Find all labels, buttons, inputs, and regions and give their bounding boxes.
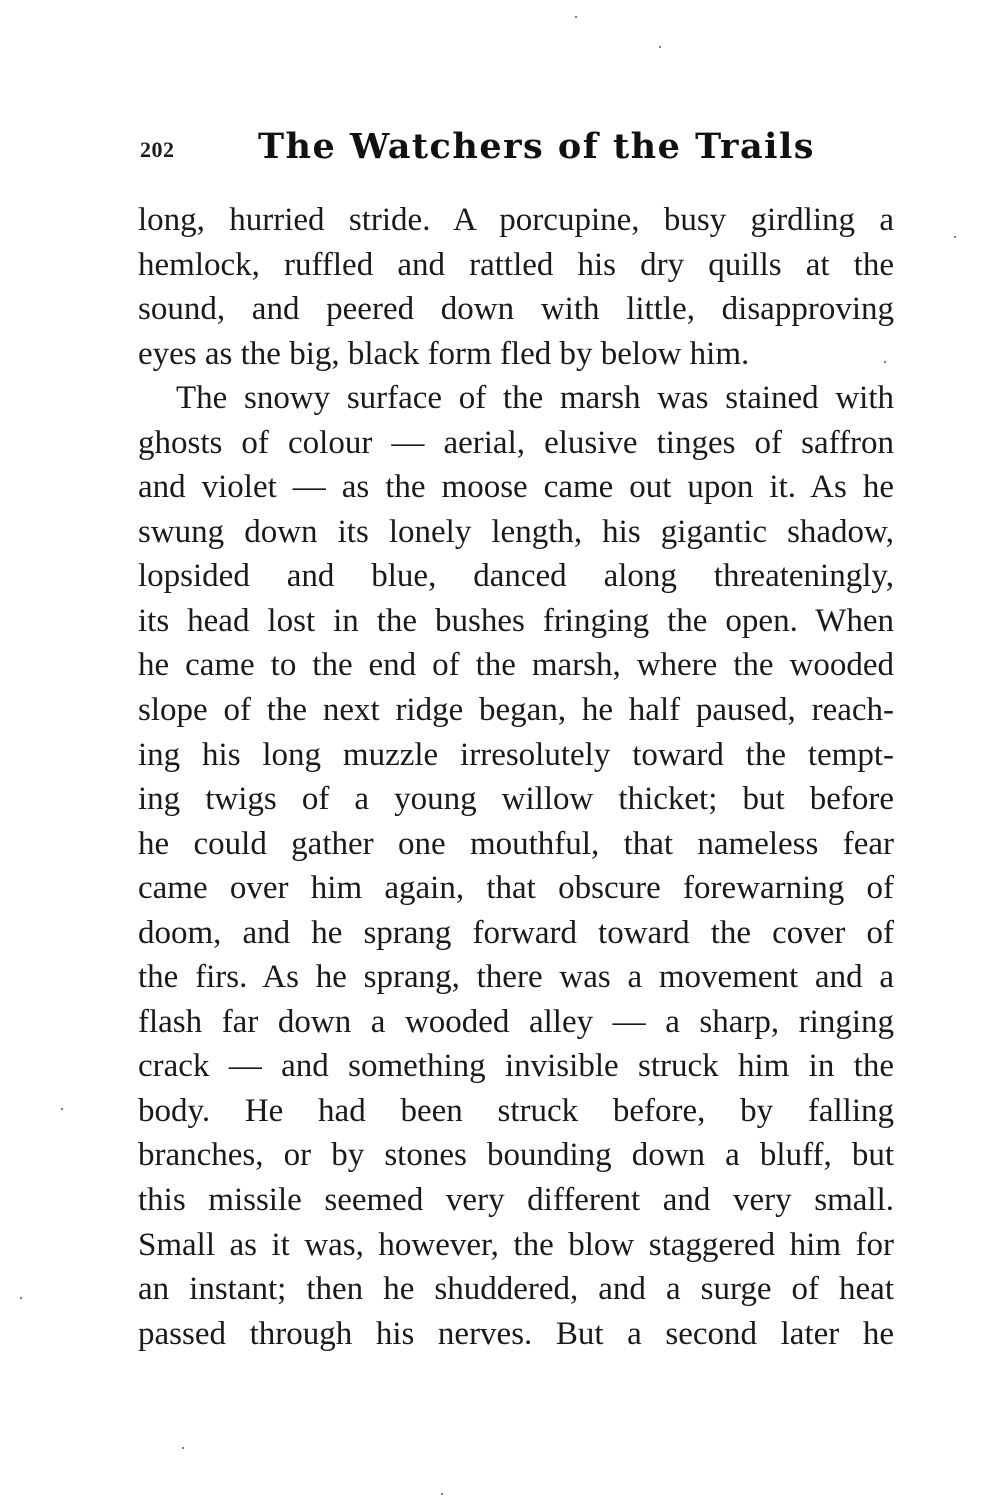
text-line: sound, and peered down with little, disapproving [138, 291, 894, 328]
text-line: eyes as the big, black form fled by below him. [138, 335, 750, 372]
running-title: The Watchers of the Trails [258, 126, 815, 167]
text-line: crack — and something invisible struck him in the [138, 1048, 894, 1085]
scan-speck [61, 1108, 63, 1110]
scan-speck [884, 361, 886, 363]
scan-speck [575, 16, 577, 18]
text-line: flash far down a wooded alley — a sharp, ringing [138, 1003, 894, 1040]
scan-speck [954, 236, 956, 238]
text-line: Small as it was, however, the blow staggered him for [138, 1226, 894, 1263]
text-line: and violet — as the moose came out upon it. As he [138, 469, 894, 506]
text-line: came over him again, that obscure forewarning of [138, 870, 894, 907]
text-line: branches, or by stones bounding down a bluff, but [138, 1137, 894, 1174]
text-line: long, hurried stride. A porcupine, busy girdling a [138, 202, 894, 238]
scan-speck [659, 46, 661, 48]
text-line: doom, and he sprang forward toward the cover of [138, 914, 894, 951]
body-text [138, 198, 894, 1356]
page-number: 202 [140, 137, 175, 162]
scan-speck [441, 1493, 443, 1495]
text-line: this missile seemed very different and very small. [138, 1182, 894, 1219]
scan-speck [20, 1297, 22, 1299]
text-line: passed through his nerves. But a second later he [138, 1315, 894, 1352]
text-line: slope of the next ridge began, he half paused, reach- [138, 692, 894, 729]
text-line: hemlock, ruffled and rattled his dry quills at the [138, 246, 894, 283]
scan-speck [182, 1447, 184, 1449]
text-line: ing twigs of a young willow thicket; but before [138, 781, 894, 818]
text-line: he could gather one mouthful, that nameless fear [138, 825, 894, 862]
text-line: the firs. As he sprang, there was a movement and a [138, 959, 894, 996]
text-line: body. He had been struck before, by falling [138, 1092, 894, 1129]
text-line: its head lost in the bushes fringing the open. When [138, 602, 894, 639]
text-line: an instant; then he shuddered, and a surge of heat [138, 1271, 894, 1308]
text-line: lopsided and blue, danced along threateningly, [138, 558, 894, 595]
text-line: swung down its lonely length, his gigantic shadow, [138, 513, 894, 550]
text-line: ing his long muzzle irresolutely toward the tempt- [138, 736, 894, 773]
text-line: The snowy surface of the marsh was stained with [176, 380, 894, 417]
text-line: he came to the end of the marsh, where the wooded [138, 647, 894, 684]
text-line: ghosts of colour — aerial, elusive tinges of saffron [138, 424, 894, 461]
